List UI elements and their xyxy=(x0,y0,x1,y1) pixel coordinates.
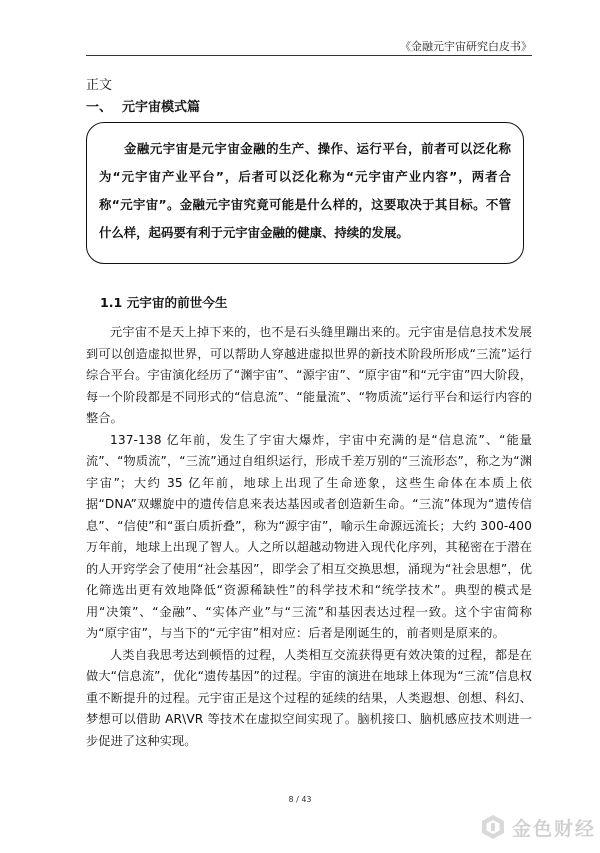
header-divider xyxy=(86,55,532,56)
body-paragraph-3: 人类自我思考达到顿悟的过程，人类相互交流获得更有效决策的过程，都是在做大“信息流”，优化“遗传基因”的过程。宇宙的演进在地球上体现为“三流”信息权重不断提升的过程。元宇宙正是这个过程的延续的结果，人类遐想、创想、科幻、梦想可以借助 AR\VR 等技术在虚拟空间实现了。脑机接口、脑机感应技术则进一步促进了这种实现。 xyxy=(86,647,532,748)
abstract-text: 金融元宇宙是元宇宙金融的生产、操作、运行平台，前者可以泛化称为“元宇宙产业平台”，后者可以泛化称为“元宇宙产业内容”，两者合称“元宇宙”。金融元宇宙究竟可能是什么样的，这要取决于其目标。不管什么样，起码要有利于元宇宙金融的健康、持续的发展。 xyxy=(99,141,511,240)
section-label: 正文 xyxy=(86,78,113,93)
abstract-box xyxy=(86,122,524,264)
watermark xyxy=(480,812,596,842)
body-paragraph-1: 元宇宙不是天上掉下来的，也不是石头缝里蹦出来的。元宇宙是信息技术发展到可以创造虚拟世界，可以帮助人穿越进虚拟世界的新技术阶段所形成“三流”运行综合平台。宇宙演化经历了“渊宇宙”、“源宇宙”、“原宇宙”和“元宇宙”四大阶段，每一个阶段都是不同形式的“信息流”、“能量流”、“物质流”运行平台和运行内容的整合。 xyxy=(86,325,532,425)
jinse-logo-icon xyxy=(480,814,506,840)
page-number: 8 / 43 xyxy=(288,795,312,804)
section-number: 一、 xyxy=(86,100,113,115)
section-title: 元宇宙模式篇 xyxy=(122,100,201,115)
body-text xyxy=(86,322,532,752)
running-header-title: 《金融元宇宙研究白皮书》 xyxy=(400,40,532,53)
subsection-heading: 1.1 元宇宙的前世今生 xyxy=(100,295,228,310)
section-heading xyxy=(86,96,200,115)
watermark-text: 金色财经 xyxy=(512,817,597,840)
body-paragraph-2: 137-138 亿年前，发生了宇宙大爆炸，宇宙中充满的是“信息流”、“能量流”、“物质流”，“三流”通过自组织运行，形成千差万别的“三流形态”，称之为“渊宇宙”；大约 35 亿年前，地球上出现了生命迹象，这些生命体在本质上依据“DNA”双螺旋中的遗传信息来表达基因或者创造新生命。“三流”体现为“遗传信息”、“信使”和“蛋白质折叠”，称为“源宇宙”，喻示生命源远流长；大约 300-400 万年前，地球上出现了智人。人之所以超越动物进入现代化序列，其秘密在于潜在的人开窍学会了使用“社会基因”，即学会了相互交换思想，涌现为“社会思想”，优化筛选出更有效地降低“资源稀缺性”的科学技术和“统学技术”。典型的模式是用“决策”、“金融”、“实体产业”与“三流”和基因表达过程一致。这个宇宙简称为“原宇宙”，与当下的“元宇宙”相对应：后者是刚诞生的，前者则是原来的。 xyxy=(86,432,532,640)
